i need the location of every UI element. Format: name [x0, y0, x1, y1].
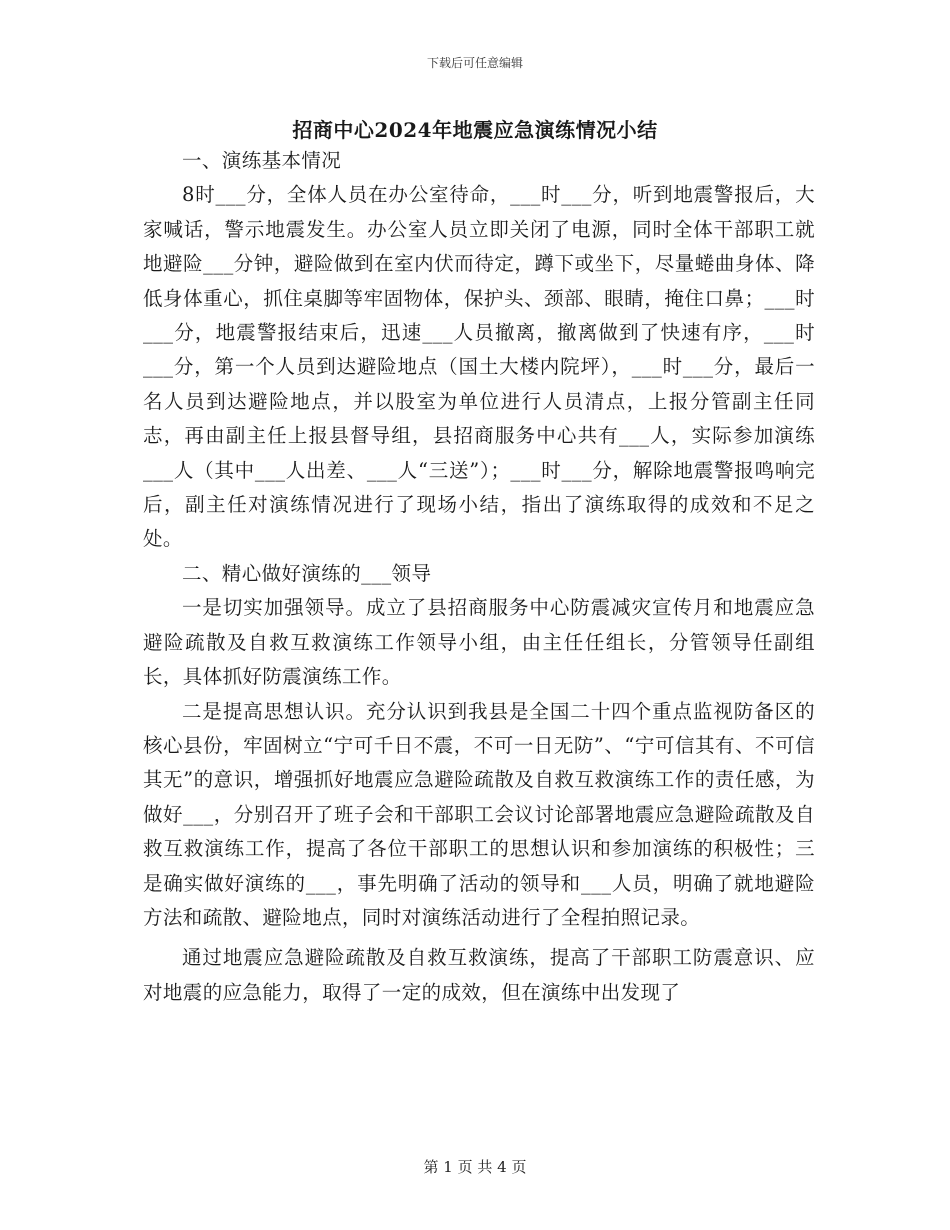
header-note: 下载后可任意编辑: [426, 56, 523, 70]
paragraph-awareness: 二是提高思想认识。充分认识到我县是全国二十四个重点监视防备区的核心县份，牢固树立“宁可千日不震，不可一日无防”、“宁可信其有、不可信其无”的意识，增强抓好地震应急避险疏散及自救互救演练工作的责任感，为做好___，分别召开了班子会和干部职工会议讨论部署地震应急避险疏散及自救互救演练工作，提高了各位干部职工的思想认识和参加演练的积极性；三是确实做好演练的___，事先明确了活动的领导和___人员，明确了就地避险方法和疏散、避险地点，同时对演练活动进行了全程拍照记录。: [143, 699, 815, 929]
page-number: 第 1 页 共 4 页: [423, 1158, 527, 1176]
paragraph-leadership: 一是切实加强领导。成立了县招商服务中心防震减灾宣传月和地震应急避险疏散及自救互救演练工作领导小组，由主任任组长，分管领导任副组长，具体抓好防震演练工作。: [143, 596, 815, 689]
document-title: 招商中心2024年地震应急演练情况小结: [292, 118, 658, 142]
paragraph-conclusion: 通过地震应急避险疏散及自救互救演练，提高了干部职工防震意识、应对地震的应急能力，取得了一定的成效，但在演练中出发现了: [143, 946, 815, 1004]
section-heading-2: 二、精心做好演练的___领导: [182, 561, 432, 585]
paragraph-drill-details: 8时___分，全体人员在办公室待命，___时___分，听到地震警报后，大家喊话，警示地震发生。办公室人员立即关闭了电源，同时全体干部职工就地避险___分钟，避险做到在室内伏而待定，蹲下或坐下，尽量蜷曲身体、降低身体重心，抓住桌脚等牢固物体，保护头、颈部、眼睛，掩住口鼻；___时___分，地震警报结束后，迅速___人员撤离，撤离做到了快速有序，___时___分，第一个人员到达避险地点（国土大楼内院坪），___时___分，最后一名人员到达避险地点，并以股室为单位进行人员清点，上报分管副主任同志，再由副主任上报县督导组，县招商服务中心共有___人，实际参加演练___人（其中___人出差、___人“三送”）；___时___分，解除地震警报鸣响完后，副主任对演练情况进行了现场小结，指出了演练取得的成效和不足之处。: [143, 183, 815, 551]
section-heading-1: 一、演练基本情况: [182, 149, 342, 172]
document-body: [143, 144, 815, 1010]
